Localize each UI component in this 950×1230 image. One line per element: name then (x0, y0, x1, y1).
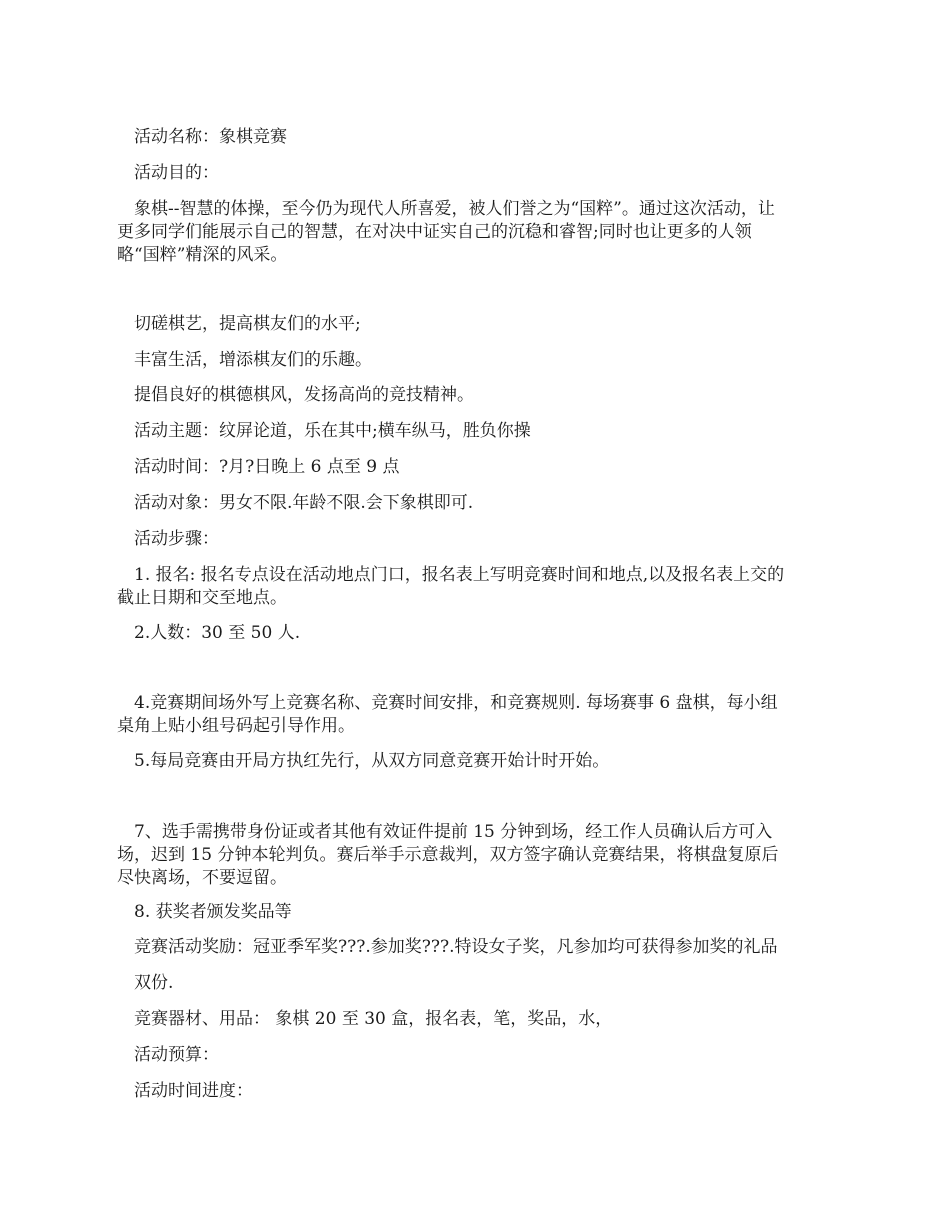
text-line: 活动步骤： (117, 529, 219, 549)
goal-item-fun (117, 349, 837, 372)
text-line: 2.人数：30 至 50 人. (117, 623, 301, 643)
text-line: 4.竞赛期间场外写上竞赛名称、竞赛时间安排，和竞赛规则. 每场赛事 6 盘棋，每小组 (117, 693, 778, 713)
text-line: 活动对象：男女不限.年龄不限.会下象棋即可. (117, 493, 474, 513)
schedule-heading (117, 1080, 837, 1103)
step-4-signage (117, 692, 837, 738)
text-line: 7、选手需携带身份证或者其他有效证件提前 15 分钟到场，经工作人员确认后方可入 (117, 822, 773, 842)
text-line: 尽快离场，不要逗留。 (117, 868, 287, 888)
text-line: 活动目的： (117, 163, 219, 183)
step-5-game-start (117, 750, 837, 773)
text-line: 双份. (117, 973, 174, 993)
text-line: 竞赛器材、用品： 象棋 20 至 30 盒，报名表，笔，奖品，水， (117, 1009, 613, 1029)
budget-heading (117, 1044, 837, 1067)
text-line: 桌角上贴小组号码起引导作用。 (117, 716, 355, 736)
text-line: 活动时间：?月?日晚上 6 点至 9 点 (117, 457, 400, 477)
text-line: 活动主题：纹屏论道，乐在其中;横车纵马，胜负你操 (117, 421, 531, 441)
rewards-continuation (117, 972, 837, 995)
text-line: 活动预算： (117, 1045, 219, 1065)
text-line: 5.每局竞赛由开局方执红先行，从双方同意竞赛开始计时开始。 (117, 751, 610, 771)
step-2-headcount (117, 622, 837, 645)
text-line: 更多同学们能展示自己的智慧，在对决中证实自己的沉稳和睿智;同时也让更多的人领 (117, 222, 752, 242)
text-line: 活动名称：象棋竞赛 (117, 127, 287, 147)
text-line: 切磋棋艺，提高棋友们的水平; (117, 314, 361, 334)
text-line: 8. 获奖者颁发奖品等 (117, 902, 292, 922)
text-line: 略“国粹”精深的风采。 (117, 245, 288, 265)
activity-audience-line (117, 492, 837, 515)
step-8-awards (117, 901, 837, 924)
text-line: 丰富生活，增添棋友们的乐趣。 (117, 350, 372, 370)
text-line: 1. 报名: 报名专点设在活动地点门口，报名表上写明竞赛时间和地点,以及报名表上交的 (117, 565, 785, 585)
text-line: 竞赛活动奖励：冠亚季军奖???.参加奖???.特设女子奖，凡参加均可获得参加奖的礼品 (117, 937, 778, 957)
equipment-line (117, 1008, 837, 1031)
chess-intro-paragraph (117, 198, 837, 267)
text-line: 截止日期和交至地点。 (117, 588, 287, 608)
activity-steps-heading (117, 528, 837, 551)
text-line: 象棋--智慧的体操，至今仍为现代人所喜爱，被人们誉之为“国粹”。通过这次活动，让 (117, 199, 775, 219)
rewards-line (117, 936, 837, 959)
activity-purpose-heading (117, 162, 837, 185)
activity-theme-line (117, 420, 837, 443)
goal-item-skill (117, 313, 837, 336)
step-7-check-in (117, 821, 837, 890)
goal-item-spirit (117, 384, 837, 407)
text-line: 场，迟到 15 分钟本轮判负。赛后举手示意裁判，双方签字确认竞赛结果，将棋盘复原后 (117, 845, 779, 865)
step-1-registration (117, 564, 837, 610)
activity-name-line (117, 126, 837, 149)
text-line: 提倡良好的棋德棋风，发扬高尚的竞技精神。 (117, 385, 474, 405)
activity-time-line (117, 456, 837, 479)
text-line: 活动时间进度： (117, 1081, 253, 1101)
